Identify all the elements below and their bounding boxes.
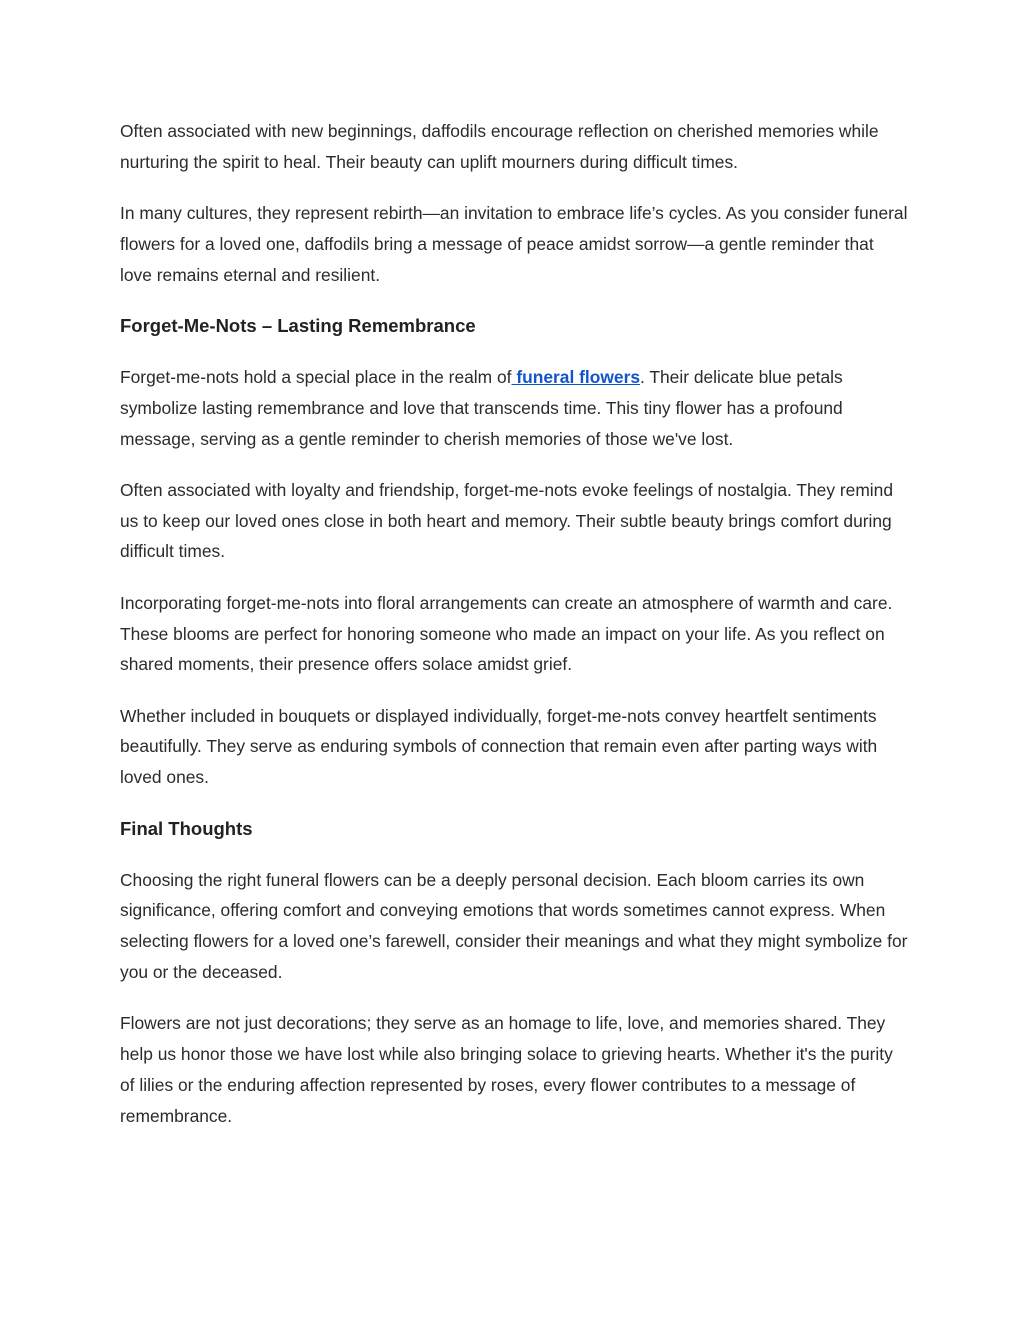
final-thoughts-heading: Final Thoughts	[120, 817, 253, 839]
paragraph-text-after-link: . Their delicate blue petals symbolize lasting remembrance and love that transcends time. This tiny flower has a profound message, serving as a gentle reminder to cherish memories of those we've lost.	[120, 366, 843, 449]
document-page	[120, 116, 910, 1152]
forget-me-nots-paragraph-3: Incorporating forget-me-nots into floral arrangements can create an atmosphere of warmth and care. These blooms are perfect for honoring someone who made an impact on your life. As you reflect on shared moments, their presence offers solace amidst grief.	[120, 592, 893, 675]
forget-me-nots-paragraph-2: Often associated with loyalty and friendship, forget-me-nots evoke feelings of nostalgia. They remind us to keep our loved ones close in both heart and memory. Their subtle beauty brings comfort during difficult times.	[120, 479, 894, 562]
forget-me-nots-heading: Forget-Me-Nots – Lasting Remembrance	[120, 314, 476, 336]
funeral-flowers-link[interactable]: funeral flowers	[511, 366, 641, 387]
final-thoughts-paragraph-1: Choosing the right funeral flowers can be a deeply personal decision. Each bloom carries its own significance, offering comfort and conveying emotions that words sometimes cannot express. When selecting flowers for a loved one’s farewell, consider their meanings and what they might symbolize for you or the deceased.	[120, 869, 908, 982]
paragraph-text-before-link: Forget-me-nots hold a special place in the realm of	[120, 366, 512, 387]
final-thoughts-paragraph-2: Flowers are not just decorations; they serve as an homage to life, love, and memories shared. They help us honor those we have lost while also bringing solace to grieving hearts. Whether it's the purity of lilies or the enduring affection represented by roses, every flower contributes to a message of remembrance.	[120, 1013, 893, 1126]
intro-paragraph-2: In many cultures, they represent rebirth—an invitation to embrace life’s cycles. As you consider funeral flowers for a loved one, daffodils bring a message of peace amidst sorrow—a gentle reminder that love remains eternal and resilient.	[120, 203, 908, 285]
forget-me-nots-paragraph-1	[120, 362, 910, 454]
forget-me-nots-paragraph-4: Whether included in bouquets or displayed individually, forget-me-nots convey heartfelt sentiments beautifully. They serve as enduring symbols of connection that remain even after parting ways with loved ones.	[120, 705, 878, 788]
intro-paragraph-1: Often associated with new beginnings, daffodils encourage reflection on cherished memories while nurturing the spirit to heal. Their beauty can uplift mourners during difficult times.	[120, 121, 879, 172]
